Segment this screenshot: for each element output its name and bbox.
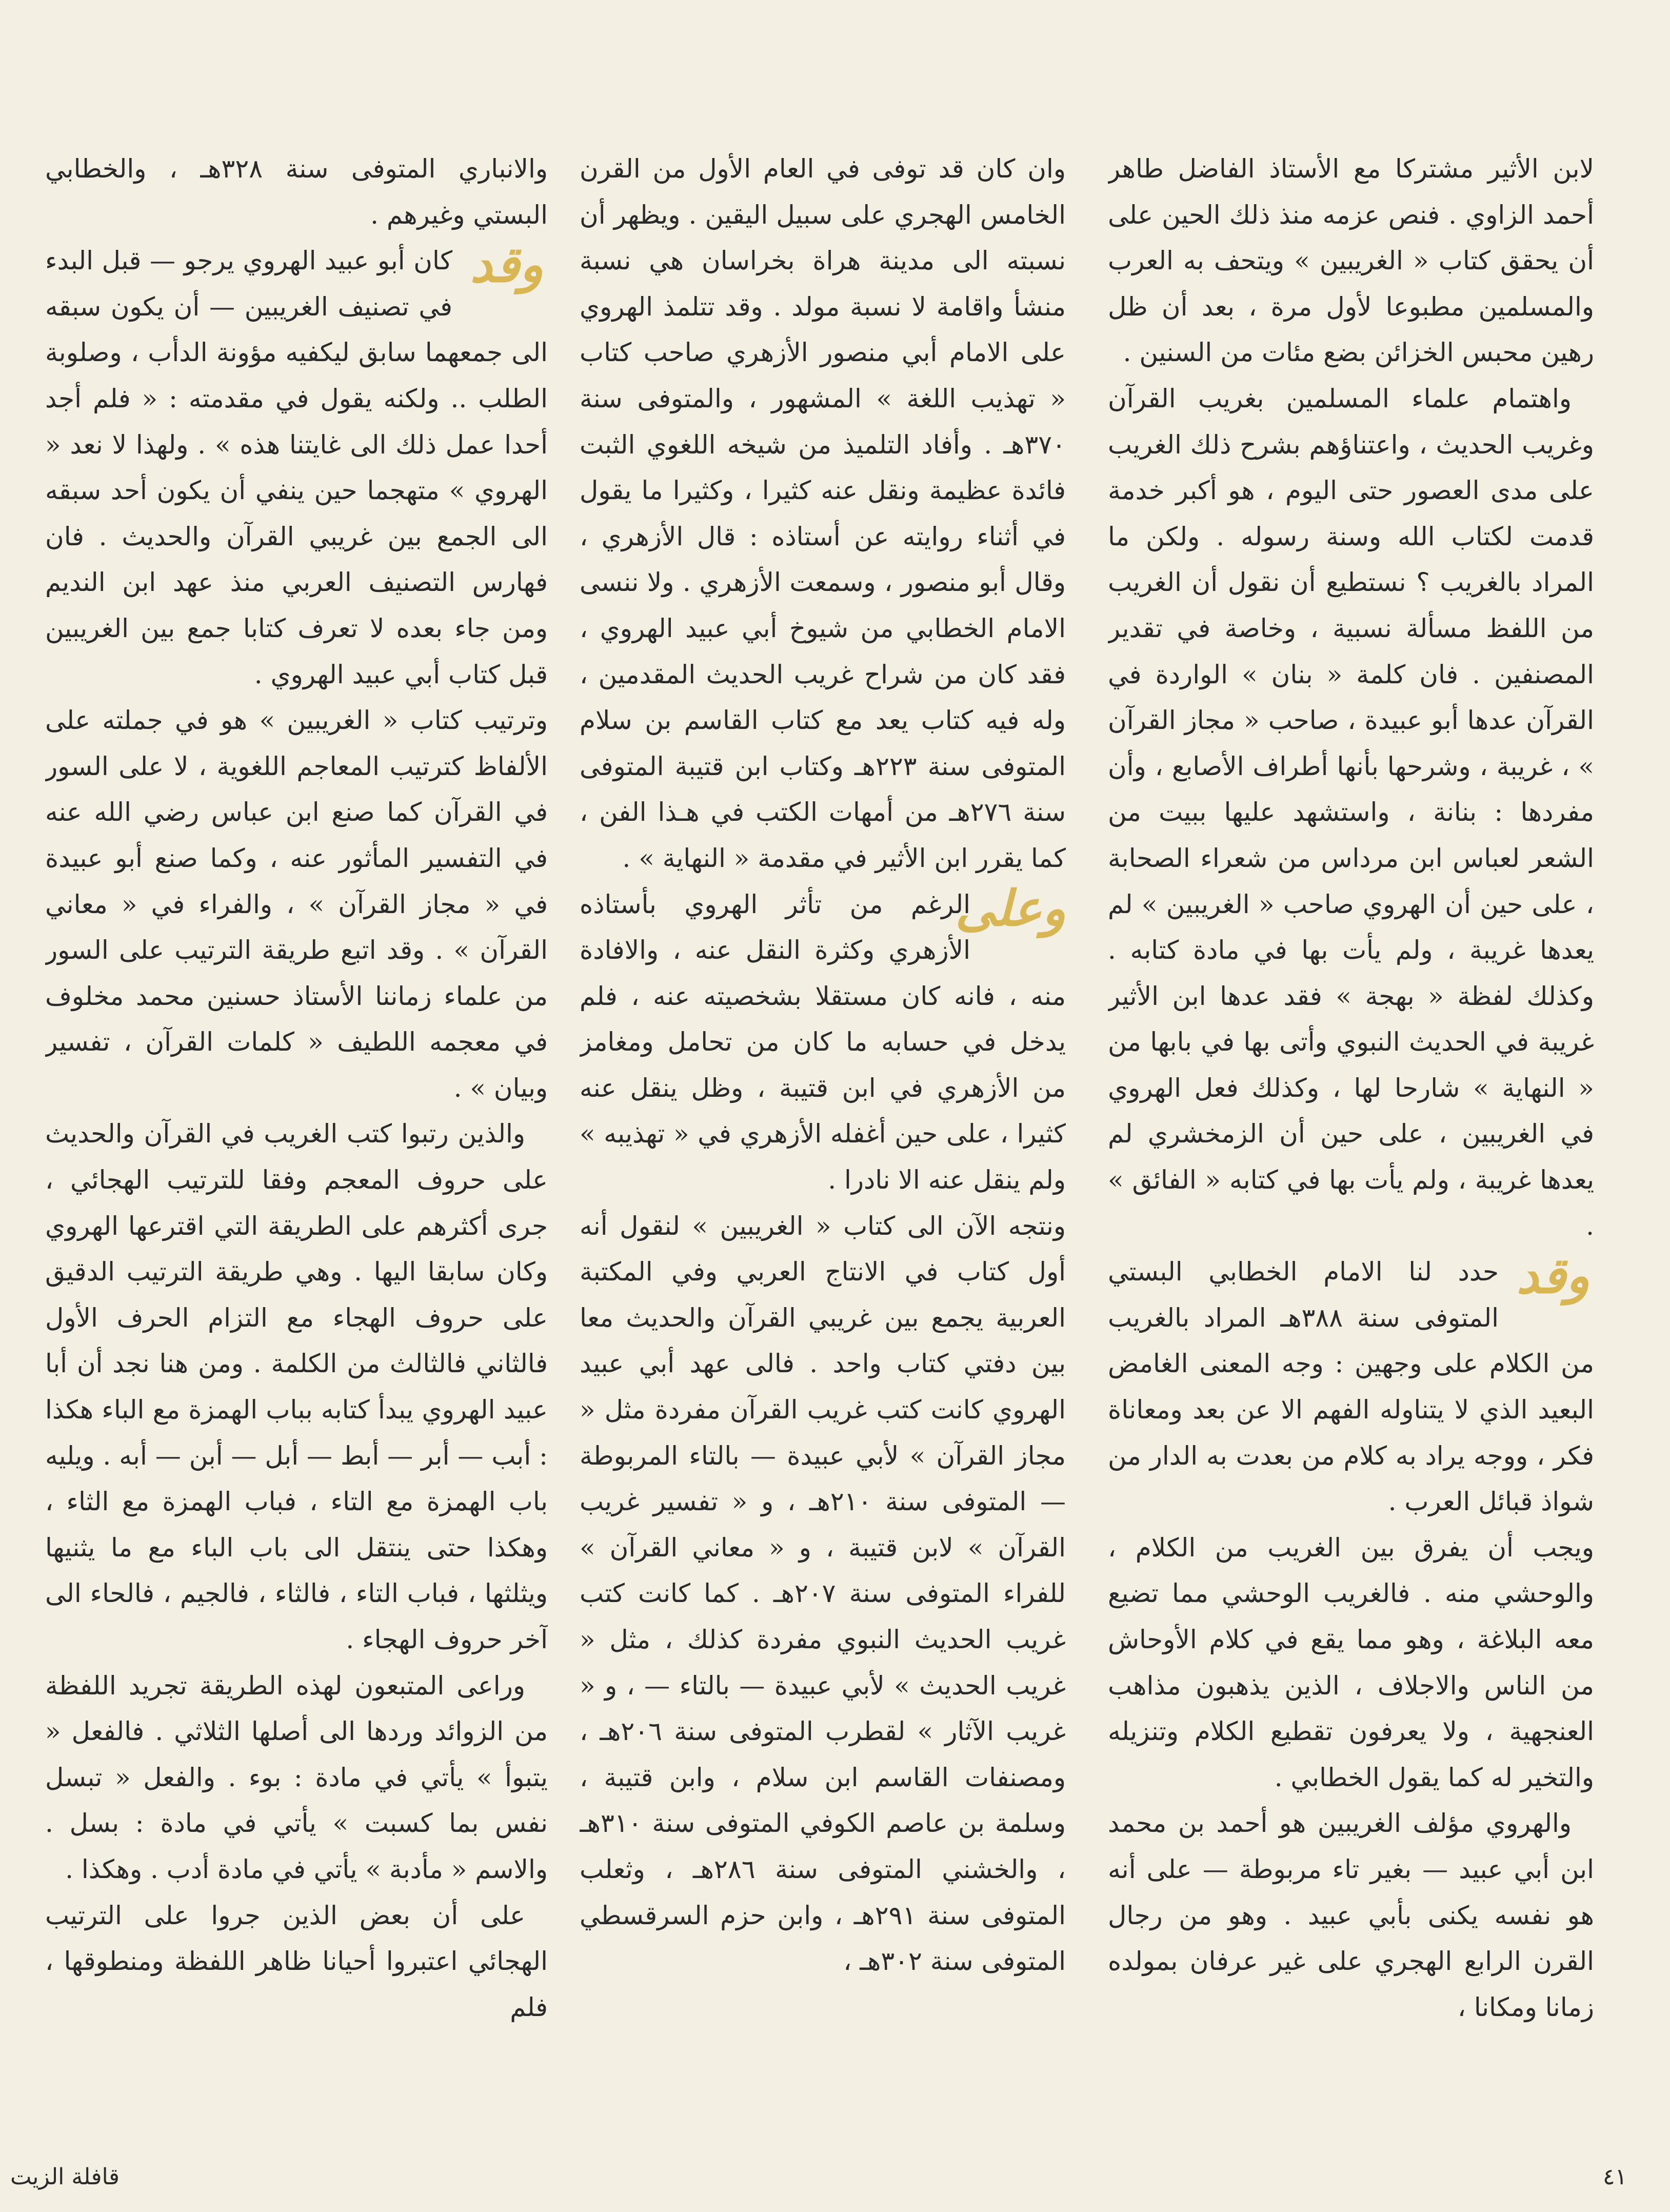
paragraph: ويجب أن يفرق بين الغريب من الكلام ، والوحشي منه . فالغريب الوحشي مما تضيع معه البلاغة ، وهو مما يقع في كلام الأوحاش من الناس والاجلاف ، الذين يذهبون مذاهب العنجهية ، ولا يعرفون تقطيع الكلام وتنزيله والتخير له كما يقول الخطابي . (1108, 1532, 1594, 1792)
paragraph: كان أبو عبيد الهروي يرجو — قبل البدء في تصنيف الغريبين — أن يكون سبقه الى جمعهما سابق ليكفيه مؤونة الدأب ، وصلوبة الطلب .. ولكنه يقول في مقدمته : « فلم أجد أحدا عمل ذلك الى غايتنا هذه » . ولهذا لا نعد « الهروي » متهجما حين ينفي أن يكون أحد سبقه الى الجمع بين غريبي القرآن والحديث . فان فهارس التصنيف العربي منذ عهد ابن النديم ومن جاء بعده لا تعرف كتابا جمع بين الغريبين قبل كتاب أبي عبيد الهروي . (45, 246, 548, 689)
column-right (1108, 146, 1594, 2055)
paragraph: والانباري المتوفى سنة ٣٢٨هـ ، والخطابي البستي وغيرهم . (45, 154, 548, 230)
column-middle (580, 146, 1066, 2055)
paragraph: وراعى المتبعون لهذه الطريقة تجريد اللفظة من الزوائد وردها الى أصلها الثلاثي . فالفعل « يتبوأ » يأتي في مادة : بوء . والفعل « تبسل نفس بما كسبت » يأتي في مادة : بسل . والاسم « مأدبة » يأتي في مادة أدب . وهكذا . (45, 1670, 548, 1884)
paragraph: على أن بعض الذين جروا على الترتيب الهجائي اعتبروا أحيانا ظاهر اللفظة ومنطوقها ، فلم (45, 1900, 548, 2022)
paragraph: حدد لنا الامام الخطابي البستي المتوفى سنة ٣٨٨هـ المراد بالغريب من الكلام على وجهين : وجه المعنى الغامض البعيد الذي لا يتناوله الفهم الا عن بعد ومعاناة فكر ، ووجه يراد به كلام من بعدت به الدار من شواذ قبائل العرب . (1108, 1257, 1594, 1517)
dropcap-ornament: وقد (1516, 1247, 1590, 1305)
paragraph: الرغم من تأثر الهروي بأستاذه الأزهري وكثرة النقل عنه ، والافادة منه ، فانه كان مستقلا بشخصيته عنه ، فلم يدخل في حسابه ما كان من تحامل ومغامز من الأزهري في ابن قتيبة ، وظل ينقل عنه كثيرا ، على حين أغفله الأزهري في « تهذيبه » ولم ينقل عنه الا نادرا . (580, 889, 1066, 1195)
paragraph: وترتيب كتاب « الغريبين » هو في جملته على الألفاظ كترتيب المعاجم اللغوية ، لا على السور في القرآن كما صنع ابن عباس رضي الله عنه في التفسير المأثور عنه ، وكما صنع أبو عبيدة في « مجاز القرآن » ، والفراء في « معاني القرآن » . وقد اتبع طريقة الترتيب على السور من علماء زماننا الأستاذ حسنين محمد مخلوف في معجمه اللطيف « كلمات القرآن ، تفسير وبيان » . (45, 705, 548, 1103)
paragraph-with-dropcap (45, 235, 548, 698)
paragraph: واهتمام علماء المسلمين بغريب القرآن وغريب الحديث ، واعتناؤهم بشرح ذلك الغريب على مدى العصور حتى اليوم ، هو أكبر خدمة قدمت لكتاب الله وسنة رسوله . ولكن ما المراد بالغريب ؟ نستطيع أن نقول أن الغريب من اللفظ مسألة نسبية ، وخاصة في تقدير المصنفين . فان كلمة « بنان » الواردة في القرآن عدها أبو عبيدة ، صاحب « مجاز القرآن » ، غريبة ، وشرحها بأنها أطراف الأصابع ، وأن مفردها : بنانة ، واستشهد عليها ببيت من الشعر لعباس ابن مرداس من شعراء الصحابة ، على حين أن الهروي صاحب « الغريبين » لم يعدها غريبة ، ولم يأت بها في مادة كتابه . وكذلك لفظة « بهجة » فقد عدها ابن الأثير غريبة في الحديث النبوي وأتى بها في بابها من « النهاية » شارحا لها ، وكذلك فعل الهروي في الغريبين ، على حين أن الزمخشري لم يعدها غريبة ، ولم يأت بها في كتابه « الفائق » . (1108, 383, 1594, 1241)
paragraph: ونتجه الآن الى كتاب « الغريبين » لنقول أنه أول كتاب في الانتاج العربي وفي المكتبة العربية يجمع بين غريبي القرآن والحديث معا بين دفتي كتاب واحد . فالى عهد أبي عبيد الهروي كانت كتب غريب القرآن مفردة مثل « مجاز القرآن » لأبي عبيدة — بالتاء المربوطة — المتوفى سنة ٢١٠هـ ، و « تفسير غريب القرآن » لابن قتيبة ، و « معاني القرآن » للفراء المتوفى سنة ٢٠٧هـ . كما كانت كتب غريب الحديث النبوي مفردة كذلك ، مثل « غريب الحديث » لأبي عبيدة — بالتاء — ، و « غريب الآثار » لقطرب المتوفى سنة ٢٠٦هـ ، ومصنفات القاسم ابن سلام ، وابن قتيبة ، وسلمة بن عاصم الكوفي المتوفى سنة ٣١٠هـ ، والخشني المتوفى سنة ٢٨٦هـ ، وثعلب المتوفى سنة ٢٩١هـ ، وابن حزم السرقسطي المتوفى سنة ٣٠٢هـ ، (580, 1211, 1066, 1977)
page-number: ٤١ (1603, 2164, 1627, 2190)
column-left (45, 146, 548, 2055)
dropcap-ornament: وقد (470, 235, 544, 294)
dropcap-ornament: وعلى (955, 879, 1066, 937)
paragraph: لابن الأثير مشتركا مع الأستاذ الفاضل طاهر أحمد الزاوي . فنص عزمه منذ ذلك الحين على أن يحقق كتاب « الغريبين » ويتحف به العرب والمسلمين مطبوعا لأول مرة ، بعد أن ظل رهين محبس الخزائن بضع مئات من السنين . (1108, 154, 1594, 368)
paragraph-with-dropcap (1108, 1249, 1594, 1525)
paragraph: وان كان قد توفى في العام الأول من القرن الخامس الهجري على سبيل اليقين . ويظهر أن نسبته الى مدينة هراة بخراسان هي نسبة منشأ واقامة لا نسبة مولد . وقد تتلمذ الهروي على الامام أبي منصور الأزهري صاحب كتاب « تهذيب اللغة » المشهور ، والمتوفى سنة ٣٧٠هـ . وأفاد التلميذ من شيخه اللغوي الثبت فائدة عظيمة ونقل عنه كثيرا ، وكثيرا ما يقول في أثناء روايته عن أستاذه : قال الأزهري ، وقال أبو منصور ، وسمعت الأزهري . ولا ننسى الامام الخطابي من شيوخ أبي عبيد الهروي ، فقد كان من شراح غريب الحديث المقدمين ، وله فيه كتاب يعد مع كتاب القاسم بن سلام المتوفى سنة ٢٢٣هـ وكتاب ابن قتيبة المتوفى سنة ٢٧٦هـ من أمهات الكتب في هـذا الفن ، كما يقرر ابن الأثير في مقدمة « النهاية » . (580, 154, 1066, 873)
paragraph: والذين رتبوا كتب الغريب في القرآن والحديث على حروف المعجم وفقا للترتيب الهجائي ، جرى أكثرهم على الطريقة التي اقترعها الهروي وكان سابقا اليها . وهي طريقة الترتيب الدقيق على حروف الهجاء مع التزام الحرف الأول فالثاني فالثالث من الكلمة . ومن هنا نجد أن أبا عبيد الهروي يبدأ كتابه بباب الهمزة مع الباء هكذا : أبب — أبر — أبط — أبل — أبن — أبه . ويليه باب الهمزة مع التاء ، فباب الهمزة مع الثاء ، وهكذا حتى ينتقل الى باب الباء مع ما يثنيها ويثلثها ، فباب التاء ، فالثاء ، فالجيم ، فالحاء الى آخر حروف الهجاء . (45, 1119, 548, 1654)
paragraph: والهروي مؤلف الغريبين هو أحمد بن محمد ابن أبي عبيد — بغير تاء مربوطة — على أنه هو نفسه يكنى بأبي عبيد . وهو من رجال القرن الرابع الهجري على غير عرفان بمولده زمانا ومكانا ، (1108, 1808, 1594, 2022)
publication-title: قافلة الزيت (10, 2164, 120, 2190)
paragraph-with-dropcap (580, 879, 1066, 1203)
